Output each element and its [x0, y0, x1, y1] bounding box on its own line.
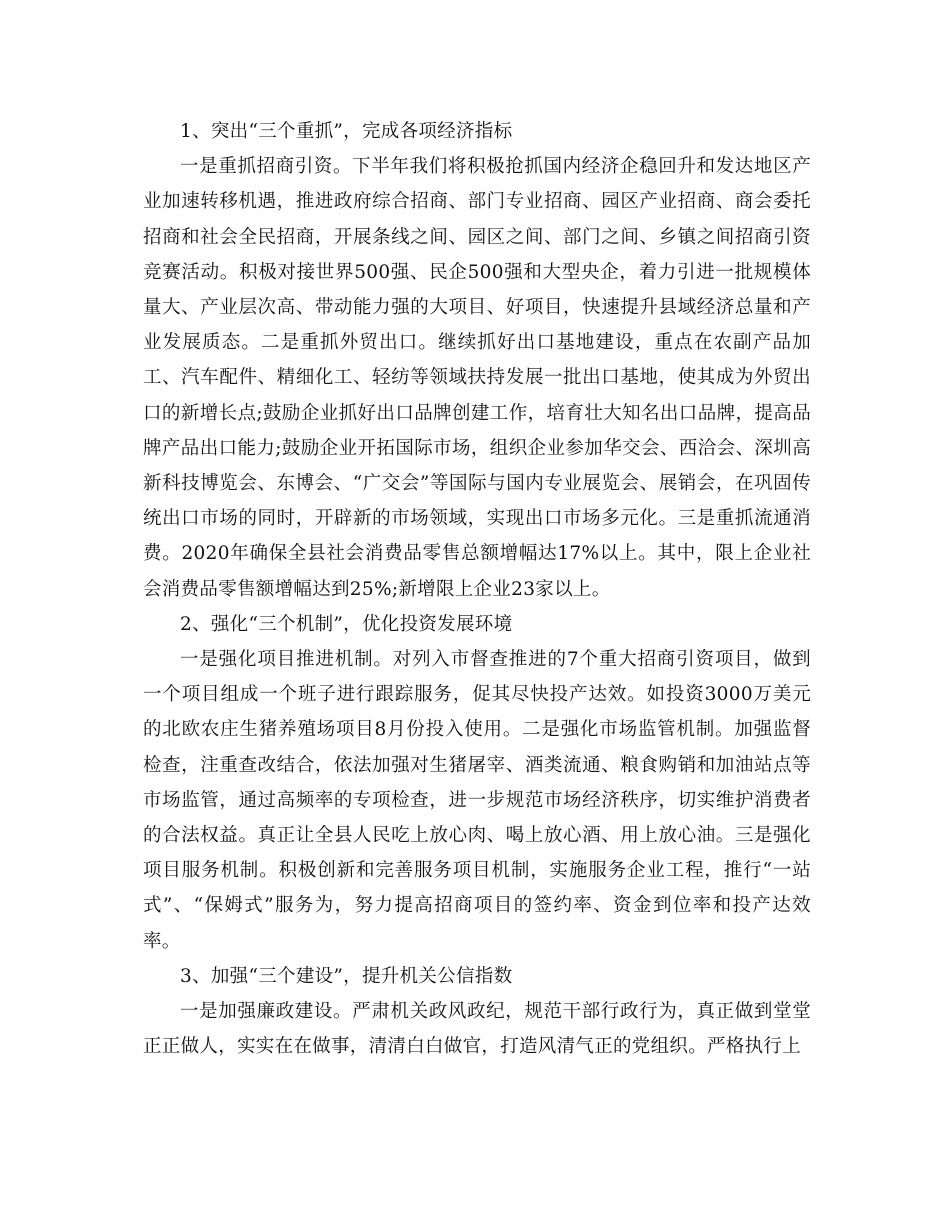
- section-heading-2: 2、强化“三个机制”，优化投资发展环境: [180, 613, 513, 635]
- section-heading-1: 1、突出“三个重抓”，完成各项经济指标: [180, 121, 513, 142]
- section-paragraph-1: 一是重抓招商引资。下半年我们将积极抢抓国内经济企稳回升和发达地区产业加速转移机遇，推进政府综合招商、部门专业招商、园区产业招商、商会委托招商和社会全民招商，开展条线之间、园区之间、部门之间、乡镇之间招商引资竞赛活动。积极对接世界500强、民企500强和大型央企，着力引进一批规模体量大、产业层次高、带动能力强的大项目、好项目，快速提升县域经济总量和产业发展质态。二是重抓外贸出口。继续抓好出口基地建设，重点在农副产品加工、汽车配件、精细化工、轻纺等领域扶持发展一批出口基地，使其成为外贸出口的新增长点;鼓励企业抓好出口品牌创建工作，培育壮大知名出口品牌，提高品牌产品出口能力;鼓励企业开拓国际市场，组织企业参加华交会、西洽会、深圳高新科技博览会、东博会、“广交会”等国际与国内专业展览会、展销会，在巩固传统出口市场的同时，开辟新的市场领域，实现出口市场多元化。三是重抓流通消费。2020年确保全县社会消费品零售总额增幅达17%以上。其中，限上企业社会消费品零售额增幅达到25%;新增限上企业23家以上。: [143, 156, 811, 600]
- section-heading-3: 3、加强“三个建设”，提升机关公信指数: [180, 965, 513, 987]
- section-paragraph-2: 一是强化项目推进机制。对列入市督查推进的7个重大招商引资项目，做到一个项目组成一个班子进行跟踪服务，促其尽快投产达效。如投资3000万美元的北欧农庄生猪养殖场项目8月份投入使用。二是强化市场监管机制。加强监督检查，注重查改结合，依法加强对生猪屠宰、酒类流通、粮食购销和加油站点等市场监管，通过高频率的专项检查，进一步规范市场经济秩序，切实维护消费者的合法权益。真正让全县人民吃上放心肉、喝上放心酒、用上放心油。三是强化项目服务机制。积极创新和完善服务项目机制，实施服务企业工程，推行“一站式”、“保姆式”服务为，努力提高招商项目的签约率、资金到位率和投产达效率。: [143, 649, 811, 952]
- section-paragraph-3: 一是加强廉政建设。严肃机关政风政纪，规范干部行政行为，真正做到堂堂正正做人，实实在在做事，清清白白做官，打造风清气正的党组织。严格执行上: [143, 1001, 811, 1058]
- document-body: [143, 114, 811, 1064]
